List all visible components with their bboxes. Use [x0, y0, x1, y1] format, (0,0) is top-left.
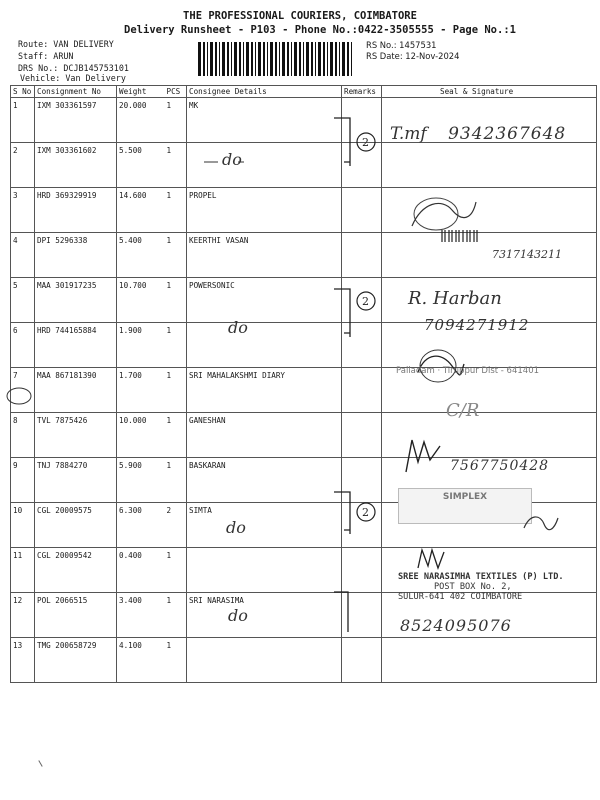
cell-weight: 6.300 [117, 503, 165, 548]
cell-seal-signature [382, 638, 597, 683]
barcode-bar [258, 42, 261, 76]
cell-consignee [187, 548, 342, 593]
cell-pcs: 1 [165, 233, 187, 278]
cell-remarks [342, 413, 382, 458]
barcode-bar [339, 42, 340, 76]
cell-remarks [342, 638, 382, 683]
cell-consignee: GANESHAN [187, 413, 342, 458]
cr-mark-row8: C/R [446, 400, 480, 421]
barcode-bar [351, 42, 352, 76]
cell-pcs: 2 [165, 503, 187, 548]
barcode-bar [323, 42, 325, 76]
barcode-bar [342, 42, 345, 76]
barcode-bar [219, 42, 220, 76]
barcode-bar [291, 42, 292, 76]
phone-row1: 9342367648 [448, 124, 567, 144]
cell-consignment-no: MAA 301917235 [35, 278, 117, 323]
barcode-bar [299, 42, 301, 76]
cell-consignee: KEERTHI VASAN [187, 233, 342, 278]
cell-consignment-no: CGL 20009575 [35, 503, 117, 548]
cell-sno: 12 [11, 593, 35, 638]
table-row [11, 188, 597, 233]
col-seal-signature: Seal & Signature [382, 86, 597, 98]
barcode-bar [270, 42, 273, 76]
cell-weight: 3.400 [117, 593, 165, 638]
drs-label: DRS No.: DCJB145753101 [18, 63, 129, 73]
runsheet-subtitle: Delivery Runsheet - P103 - Phone No.:0422-3505555 - Page No.:1 [124, 24, 516, 36]
barcode [198, 42, 356, 76]
cell-pcs: 1 [165, 98, 187, 143]
cell-sno: 7 [11, 368, 35, 413]
barcode-bar [207, 42, 208, 76]
barcode-stamp-row4 [440, 228, 480, 244]
cell-weight: 5.400 [117, 233, 165, 278]
cell-remarks [342, 233, 382, 278]
svg-text:2: 2 [362, 295, 369, 308]
cell-pcs: 1 [165, 188, 187, 233]
cell-sno: 4 [11, 233, 35, 278]
signature-row1: T.mf 9342367648 [390, 124, 567, 144]
cell-sno: 9 [11, 458, 35, 503]
signature-row10 [520, 510, 560, 534]
cell-consignee [187, 323, 342, 368]
cell-weight: 0.400 [117, 548, 165, 593]
cell-pcs: 1 [165, 548, 187, 593]
barcode-bar [279, 42, 280, 76]
remarks-bracket-3 [326, 488, 386, 540]
cell-consignee: SRI MAHALAKSHMI DIARY [187, 368, 342, 413]
barcode-bar [203, 42, 205, 76]
col-weight: Weight [117, 86, 165, 98]
barcode-bar [263, 42, 265, 76]
barcode-bar [267, 42, 268, 76]
table-row [11, 638, 597, 683]
phone-row5: 7094271912 [424, 316, 530, 334]
cell-pcs: 1 [165, 413, 187, 458]
cell-consignment-no: POL 2066515 [35, 593, 117, 638]
phone-row12: 8524095076 [400, 616, 512, 635]
vehicle-label: Vehicle: Van Delivery [20, 73, 126, 83]
cell-sno: 2 [11, 143, 35, 188]
cell-weight: 14.600 [117, 188, 165, 233]
barcode-bar [306, 42, 309, 76]
barcode-bar [303, 42, 304, 76]
barcode-bar [318, 42, 321, 76]
barcode-bar [215, 42, 217, 76]
cell-consignee: MK [187, 98, 342, 143]
cell-weight: 5.500 [117, 143, 165, 188]
cell-weight: 20.000 [117, 98, 165, 143]
barcode-bar [234, 42, 237, 76]
rs-date: RS Date: 12-Nov-2024 [366, 51, 460, 61]
table-row [11, 143, 597, 188]
signature-row9 [400, 432, 448, 476]
cell-remarks [342, 548, 382, 593]
barcode-bar [335, 42, 337, 76]
cell-sno: 3 [11, 188, 35, 233]
cell-weight: 4.100 [117, 638, 165, 683]
cell-pcs: 1 [165, 323, 187, 368]
barcode-bar [315, 42, 316, 76]
cell-sno: 1 [11, 98, 35, 143]
remarks-bracket-1 [326, 112, 386, 172]
cell-consignee: POWERSONIC [187, 278, 342, 323]
barcode-bar [347, 42, 349, 76]
table-header-row [11, 86, 597, 98]
cell-sno: 5 [11, 278, 35, 323]
remarks-bracket-2 [326, 285, 386, 345]
cell-consignment-no: HRD 744165884 [35, 323, 117, 368]
table-row [11, 413, 597, 458]
cell-consignment-no: MAA 867181390 [35, 368, 117, 413]
stray-mark [38, 760, 42, 767]
barcode-bar [294, 42, 297, 76]
cell-pcs: 1 [165, 143, 187, 188]
cell-remarks [342, 188, 382, 233]
barcode-bar [198, 42, 201, 76]
col-consignment-no: Consignment No [35, 86, 117, 98]
cell-sno: 8 [11, 413, 35, 458]
cell-weight: 10.700 [117, 278, 165, 323]
remarks-bracket-4 [330, 588, 360, 636]
ditto-mark-row13: do [228, 606, 248, 625]
barcode-bar [330, 42, 333, 76]
cell-sno: 10 [11, 503, 35, 548]
cell-consignee: BASKARAN [187, 458, 342, 503]
cell-consignment-no: TMG 200658729 [35, 638, 117, 683]
stamp-row7: Palladam · Tiruppur Dist - 641401 [396, 366, 540, 376]
barcode-bar [311, 42, 313, 76]
col-pcs: PCS [165, 86, 187, 98]
stamp-row10: SIMPLEX [398, 488, 532, 524]
col-consignee: Consignee Details [187, 86, 342, 98]
cell-sno: 11 [11, 548, 35, 593]
cell-weight: 10.000 [117, 413, 165, 458]
barcode-graphic [198, 42, 356, 76]
ditto-mark-row11: do [226, 518, 246, 537]
barcode-bar [282, 42, 285, 76]
barcode-bar [227, 42, 229, 76]
ditto-mark-row6: do [228, 318, 248, 337]
cell-consignee [187, 638, 342, 683]
barcode-bar [251, 42, 253, 76]
barcode-bar [210, 42, 213, 76]
phone-row9: 7567750428 [450, 458, 550, 474]
cell-pcs: 1 [165, 638, 187, 683]
barcode-bar [239, 42, 241, 76]
cell-consignment-no: IXM 303361602 [35, 143, 117, 188]
barcode-bar [222, 42, 225, 76]
barcode-bar [255, 42, 256, 76]
barcode-bar [231, 42, 232, 76]
cell-pcs: 1 [165, 368, 187, 413]
rs-number: RS No.: 1457531 [366, 40, 437, 50]
phone-row4: 7317143211 [492, 248, 562, 261]
cell-pcs: 1 [165, 458, 187, 503]
col-sno: S No [11, 86, 35, 98]
staff-label: Staff: ARUN [18, 51, 74, 61]
svg-text:2: 2 [362, 136, 369, 149]
signature-row5: R. Harban [408, 288, 502, 309]
cell-seal-signature [382, 143, 597, 188]
cell-consignee [187, 143, 342, 188]
cell-consignment-no: HRD 369329919 [35, 188, 117, 233]
cell-consignee: SIMTA [187, 503, 342, 548]
cell-consignment-no: TVL 7875426 [35, 413, 117, 458]
cell-consignee: SRI NARASIMA [187, 593, 342, 638]
barcode-bar [275, 42, 277, 76]
barcode-bar [327, 42, 328, 76]
cell-sno: 13 [11, 638, 35, 683]
cell-weight: 1.900 [117, 323, 165, 368]
barcode-bar [243, 42, 244, 76]
row8-circle-mark [4, 385, 34, 407]
runsheet-title: THE PROFESSIONAL COURIERS, COIMBATORE [183, 10, 417, 22]
cell-consignment-no: CGL 20009542 [35, 548, 117, 593]
cell-consignment-no: TNJ 7884270 [35, 458, 117, 503]
signature-row12 [414, 546, 448, 572]
route-label: Route: VAN DELIVERY [18, 39, 114, 49]
cell-pcs: 1 [165, 593, 187, 638]
barcode-bar [287, 42, 289, 76]
ditto-mark-row2: do [222, 150, 242, 169]
cell-pcs: 1 [165, 278, 187, 323]
barcode-bar [246, 42, 249, 76]
cell-weight: 5.900 [117, 458, 165, 503]
cell-sno: 6 [11, 323, 35, 368]
cell-weight: 1.700 [117, 368, 165, 413]
col-remarks: Remarks [342, 86, 382, 98]
cell-remarks [342, 368, 382, 413]
cell-consignee: PROPEL [187, 188, 342, 233]
svg-text:2: 2 [362, 506, 369, 519]
cell-consignment-no: IXM 303361597 [35, 98, 117, 143]
stamp-row12: SREE NARASIMHA TEXTILES (P) LTD. POST BOX No. 2, SULUR-641 402 COIMBATORE [398, 572, 564, 602]
cell-consignment-no: DPI 5296338 [35, 233, 117, 278]
